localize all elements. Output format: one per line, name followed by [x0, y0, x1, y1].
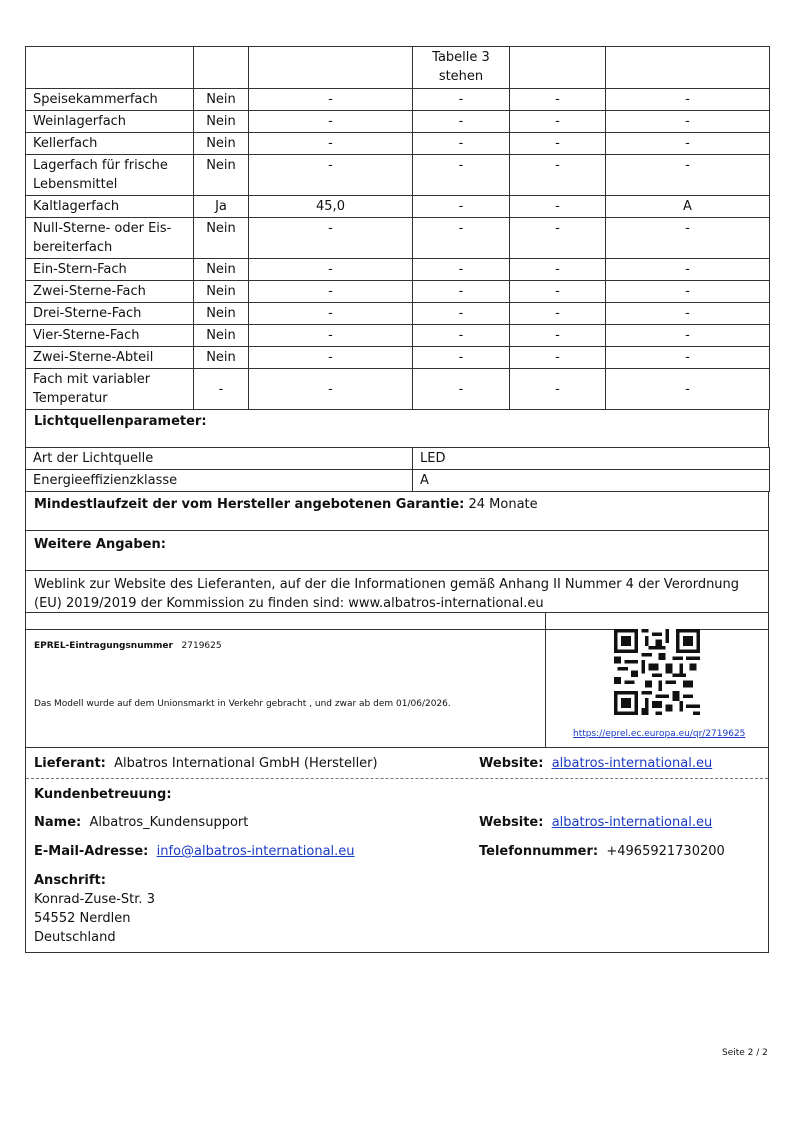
- table-row: [26, 325, 770, 347]
- table-row: [26, 218, 770, 259]
- compartment-volume: -: [249, 347, 413, 369]
- compartment-col-5: -: [510, 155, 606, 196]
- eprel-number: 2719625: [181, 641, 222, 651]
- light-type-value: LED: [413, 448, 770, 470]
- table-header-row: [26, 47, 770, 89]
- compartment-present: Nein: [194, 111, 249, 133]
- table-row: [26, 155, 770, 196]
- supplier-website-group: [479, 754, 712, 773]
- page-number: Seite 2 / 2: [722, 1048, 768, 1058]
- table-row: [26, 89, 770, 111]
- compartment-name: Kellerfach: [26, 133, 194, 155]
- compartment-volume: -: [249, 325, 413, 347]
- address-line: Deutschland: [34, 930, 116, 945]
- warranty-value: 24 Monate: [468, 497, 538, 512]
- supplier-label: Lieferant:: [34, 756, 106, 771]
- compartment-table-container: [25, 46, 769, 630]
- compartment-col-5: -: [510, 133, 606, 155]
- table-row: [26, 133, 770, 155]
- compartment-col-5: -: [510, 259, 606, 281]
- compartment-col-5: -: [510, 303, 606, 325]
- eprel-line: [34, 641, 222, 651]
- compartment-col-4: -: [413, 155, 510, 196]
- compartment-present: Nein: [194, 325, 249, 347]
- compartment-col-5: -: [510, 218, 606, 259]
- light-heading: Lichtquellenparameter:: [25, 410, 769, 448]
- compartment-table: [25, 46, 770, 410]
- table-row: [26, 369, 770, 410]
- compartment-volume: -: [249, 111, 413, 133]
- compartment-class: -: [606, 218, 770, 259]
- compartment-name: Ein-Stern-Fach: [26, 259, 194, 281]
- light-type-row: [26, 448, 770, 470]
- compartment-present: Nein: [194, 347, 249, 369]
- table-row: [26, 196, 770, 218]
- compartment-col-5: -: [510, 89, 606, 111]
- supplier-value: Albatros International GmbH (Hersteller): [114, 756, 378, 771]
- compartment-volume: -: [249, 155, 413, 196]
- compartment-present: Nein: [194, 259, 249, 281]
- table-row: [26, 303, 770, 325]
- compartment-col-4: -: [413, 133, 510, 155]
- compartment-present: Nein: [194, 89, 249, 111]
- support-phone-line: [479, 842, 725, 861]
- compartment-col-4: -: [413, 111, 510, 133]
- support-email-label: E-Mail-Adresse:: [34, 844, 149, 859]
- address-block: [34, 871, 155, 947]
- further-text: Weblink zur Website des Lieferanten, auf der die Informationen gemäß Anhang II Nummer 4 der Verordnung (EU) 2019/2019 der Kommission zu finden sind: www.albatros-international.eu: [25, 571, 769, 630]
- compartment-class: A: [606, 196, 770, 218]
- compartment-present: Nein: [194, 281, 249, 303]
- compartment-volume: -: [249, 259, 413, 281]
- compartment-name: Lagerfach für frische Lebensmittel: [26, 155, 194, 196]
- support-name-label: Name:: [34, 815, 82, 830]
- eprel-label: EPREL-Eintragungsnummer: [34, 641, 173, 651]
- compartment-class: -: [606, 259, 770, 281]
- compartment-volume: -: [249, 281, 413, 303]
- support-name-value: Albatros_Kundensupport: [89, 815, 249, 830]
- compartment-present: Nein: [194, 303, 249, 325]
- header-cell: Tabelle 3 stehen: [413, 47, 510, 89]
- compartment-name: Vier-Sterne-Fach: [26, 325, 194, 347]
- supplier-website-label: Website:: [479, 756, 544, 771]
- warranty-row: [25, 492, 769, 531]
- compartment-class: -: [606, 303, 770, 325]
- compartment-present: Nein: [194, 218, 249, 259]
- compartment-class: -: [606, 369, 770, 410]
- compartment-name: Kaltlagerfach: [26, 196, 194, 218]
- compartment-name: Weinlagerfach: [26, 111, 194, 133]
- compartment-volume: -: [249, 133, 413, 155]
- qr-code-icon: [614, 629, 700, 715]
- compartment-col-4: -: [413, 303, 510, 325]
- supplier-website-link[interactable]: albatros-international.eu: [551, 756, 713, 771]
- compartment-volume: -: [249, 89, 413, 111]
- compartment-col-4: -: [413, 218, 510, 259]
- compartment-col-4: -: [413, 196, 510, 218]
- compartment-col-5: -: [510, 196, 606, 218]
- address-line: Konrad-Zuse-Str. 3: [34, 892, 155, 907]
- compartment-class: -: [606, 89, 770, 111]
- compartment-present: Nein: [194, 133, 249, 155]
- support-phone-label: Telefonnummer:: [479, 844, 599, 859]
- support-website-link[interactable]: albatros-international.eu: [551, 815, 713, 830]
- compartment-volume: -: [249, 218, 413, 259]
- compartment-name: Zwei-Sterne-Fach: [26, 281, 194, 303]
- light-class-value: A: [413, 470, 770, 492]
- qr-box: [546, 613, 768, 747]
- support-email-line: [34, 842, 355, 861]
- compartment-col-5: -: [510, 347, 606, 369]
- compartment-class: -: [606, 133, 770, 155]
- compartment-col-4: -: [413, 259, 510, 281]
- further-heading: Weitere Angaben:: [25, 531, 769, 571]
- light-table: [25, 447, 770, 492]
- compartment-col-4: -: [413, 281, 510, 303]
- compartment-col-4: -: [413, 89, 510, 111]
- address-label: Anschrift:: [34, 873, 106, 888]
- compartment-col-5: -: [510, 325, 606, 347]
- support-website-line: [479, 813, 712, 832]
- light-type-label: Art der Lichtquelle: [26, 448, 413, 470]
- address-line: 54552 Nerdlen: [34, 911, 131, 926]
- compartment-present: Ja: [194, 196, 249, 218]
- support-email-link[interactable]: info@albatros-international.eu: [156, 844, 355, 859]
- compartment-col-4: -: [413, 347, 510, 369]
- table-row: [26, 111, 770, 133]
- support-phone-value: +4965921730200: [606, 844, 725, 859]
- support-heading: Kundenbetreuung:: [34, 787, 172, 802]
- compartment-present: -: [194, 369, 249, 410]
- compartment-present: Nein: [194, 155, 249, 196]
- compartment-col-5: -: [510, 111, 606, 133]
- compartment-class: -: [606, 347, 770, 369]
- compartment-class: -: [606, 281, 770, 303]
- table-row: [26, 347, 770, 369]
- table-row: [26, 259, 770, 281]
- market-text: Das Modell wurde auf dem Unionsmarkt in Verkehr gebracht , und zwar ab dem 01/06/2026.: [34, 699, 451, 709]
- compartment-volume: 45,0: [249, 196, 413, 218]
- support-name-line: [34, 813, 248, 832]
- compartment-volume: -: [249, 369, 413, 410]
- supplier-info-panel: [25, 612, 769, 953]
- table-row: [26, 281, 770, 303]
- warranty-label: Mindestlaufzeit der vom Hersteller angebotenen Garantie:: [34, 497, 465, 512]
- light-class-row: [26, 470, 770, 492]
- eprel-box: [26, 613, 546, 747]
- support-website-label: Website:: [479, 815, 544, 830]
- compartment-col-4: -: [413, 325, 510, 347]
- compartment-col-5: -: [510, 369, 606, 410]
- compartment-name: Speisekammerfach: [26, 89, 194, 111]
- compartment-name: Fach mit variabler Temperatur: [26, 369, 194, 410]
- compartment-class: -: [606, 325, 770, 347]
- compartment-col-5: -: [510, 281, 606, 303]
- compartment-name: Drei-Sterne-Fach: [26, 303, 194, 325]
- supplier-row: [26, 747, 768, 779]
- compartment-name: Zwei-Sterne-Abteil: [26, 347, 194, 369]
- compartment-volume: -: [249, 303, 413, 325]
- qr-url-link[interactable]: https://eprel.ec.europa.eu/qr/2719625: [573, 729, 746, 739]
- compartment-name: Null-Sterne- oder Eis-bereiterfach: [26, 218, 194, 259]
- compartment-class: -: [606, 155, 770, 196]
- compartment-class: -: [606, 111, 770, 133]
- light-class-label: Energieeffizienzklasse: [26, 470, 413, 492]
- compartment-col-4: -: [413, 369, 510, 410]
